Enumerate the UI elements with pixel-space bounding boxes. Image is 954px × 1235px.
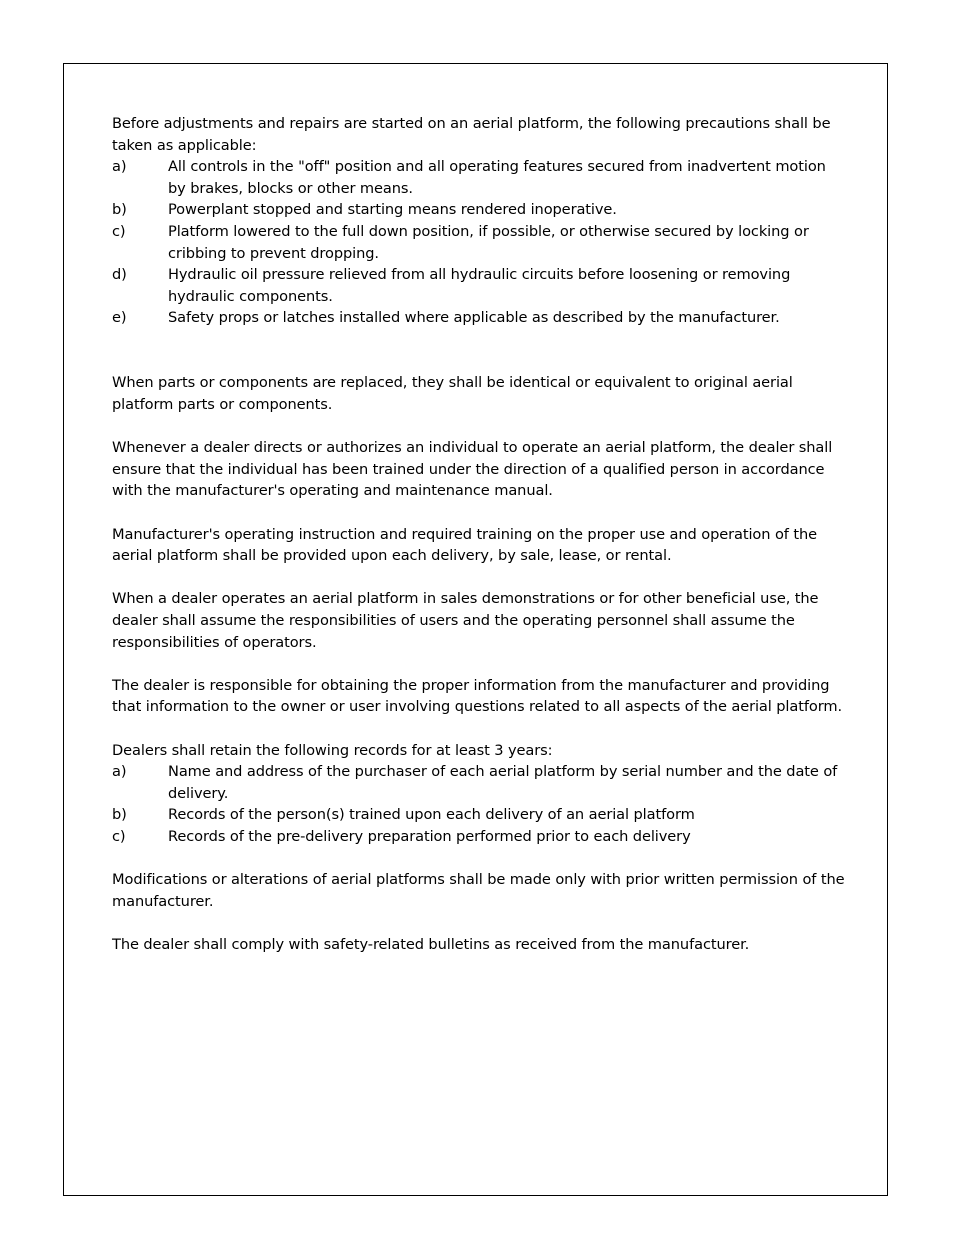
list-item-text: All controls in the "off" position and all operating features secured from inadvertent motion by brakes, blocks or other means.: [168, 158, 826, 197]
list-item-text: Platform lowered to the full down position, if possible, or otherwise secured by locking or cribbing to prevent dropping.: [168, 222, 809, 262]
parts-paragraph: When parts or components are replaced, they shall be identical or equivalent to original aerial platform parts or components.: [112, 374, 793, 414]
bulletins-paragraph: The dealer shall comply with safety-related bulletins as received from the manufacturer.: [112, 935, 750, 953]
list-marker: b): [112, 201, 127, 219]
list-item: [112, 804, 847, 826]
demonstration-paragraph: When a dealer operates an aerial platform in sales demonstrations or for other beneficial use, the dealer shall assume the responsibilities of users and the operating personnel shall assume the responsibilities of operators.: [112, 590, 819, 651]
list-item-text: Powerplant stopped and starting means rendered inoperative.: [168, 201, 617, 219]
records-list: [112, 761, 847, 847]
list-marker: c): [112, 827, 126, 845]
list-item: [112, 199, 847, 221]
training-paragraph: Whenever a dealer directs or authorizes an individual to operate an aerial platform, the dealer shall ensure that the individual has been trained under the direction of a qualified person in accordance with the manufacturer's operating and maintenance manual.: [112, 439, 833, 500]
list-item-text: Safety props or latches installed where applicable as described by the manufacturer.: [168, 309, 780, 327]
records-intro: Dealers shall retain the following records for at least 3 years:: [112, 741, 553, 759]
list-item: [112, 307, 847, 329]
list-marker: e): [112, 309, 127, 327]
list-item-text: Records of the person(s) trained upon each delivery of an aerial platform: [168, 806, 695, 824]
precautions-list: [112, 156, 847, 329]
document-body: [112, 113, 847, 955]
list-marker: a): [112, 158, 127, 176]
list-item: [112, 761, 847, 804]
list-item: [112, 826, 847, 848]
list-item: [112, 156, 847, 199]
list-item: [112, 221, 847, 264]
instruction-paragraph: Manufacturer's operating instruction and required training on the proper use and operation of the aerial platform shall be provided upon each delivery, by sale, lease, or rental.: [112, 525, 818, 565]
list-marker: d): [112, 266, 127, 284]
precautions-intro: Before adjustments and repairs are started on an aerial platform, the following precautions shall be taken as applicable:: [112, 115, 831, 154]
modifications-paragraph: Modifications or alterations of aerial platforms shall be made only with prior written permission of the manufacturer.: [112, 871, 845, 910]
list-item-text: Records of the pre-delivery preparation performed prior to each delivery: [168, 827, 691, 845]
list-item: [112, 264, 847, 307]
list-item-text: Name and address of the purchaser of each aerial platform by serial number and the date of delivery.: [168, 763, 838, 802]
information-paragraph: The dealer is responsible for obtaining the proper information from the manufacturer and providing that information to the owner or user involving questions related to all aspects of the aerial platform.: [112, 676, 843, 716]
list-marker: b): [112, 806, 127, 824]
list-item-text: Hydraulic oil pressure relieved from all hydraulic circuits before loosening or removing hydraulic components.: [168, 266, 791, 305]
list-marker: a): [112, 763, 127, 781]
list-marker: c): [112, 222, 126, 240]
